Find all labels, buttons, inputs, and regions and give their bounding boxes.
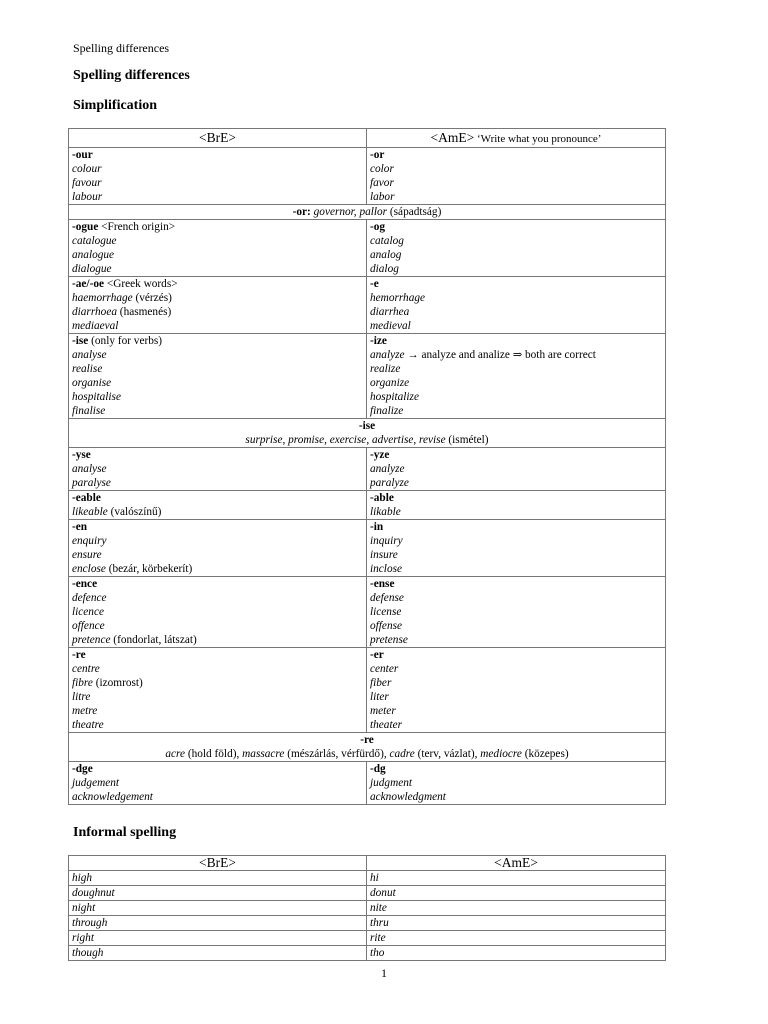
ame-cell — [367, 448, 666, 491]
ame-cell — [367, 220, 666, 277]
entry-line — [370, 376, 662, 390]
entry-line — [72, 648, 363, 662]
entry-line — [72, 262, 363, 276]
word: ensure — [72, 549, 102, 561]
header-bre — [69, 129, 367, 148]
ame-cell — [367, 886, 666, 901]
word: license — [370, 606, 402, 618]
word: governor, pallor — [313, 206, 388, 218]
header-bre-label: <BrE> — [199, 130, 236, 145]
bre-cell — [69, 148, 367, 205]
entry-line — [72, 662, 363, 676]
suffix-heading: -e — [370, 278, 379, 290]
entry-line — [370, 476, 662, 490]
entry-line — [72, 376, 363, 390]
entry-line — [72, 591, 363, 605]
word: labor — [370, 191, 395, 203]
entry-line — [72, 619, 363, 633]
word: paralyse — [72, 477, 111, 489]
simplification-table — [68, 128, 666, 805]
entry-line — [72, 776, 363, 790]
page-header: Spelling differences — [73, 41, 170, 55]
entry-line — [370, 505, 662, 519]
ame-cell — [367, 277, 666, 334]
ame-cell — [367, 491, 666, 520]
entry-line — [72, 220, 363, 234]
entry-line — [72, 476, 363, 490]
word: theatre — [72, 719, 104, 731]
word: hospitalize — [370, 391, 419, 403]
entry-line — [370, 348, 662, 362]
entry-line — [370, 718, 662, 732]
suffix-heading: -ae/-oe — [72, 278, 104, 290]
word: surprise, promise, exercise, advertise, revise — [245, 434, 446, 446]
table-row — [69, 520, 666, 577]
entry-line — [370, 319, 662, 333]
entry-line — [72, 733, 662, 747]
entry-line — [72, 190, 363, 204]
word: hemorrhage — [370, 292, 426, 304]
suffix-heading: -ize — [370, 335, 387, 347]
entry-line — [370, 577, 662, 591]
suffix-heading: -dg — [370, 763, 386, 775]
word: organize — [370, 377, 410, 389]
gloss: → analyze and analize ⇒ both are correct — [404, 349, 596, 361]
word: likeable — [72, 506, 108, 518]
ame-cell — [367, 148, 666, 205]
word: pretence — [72, 634, 111, 646]
word: inquiry — [370, 535, 403, 547]
word: tho — [370, 947, 385, 959]
header-ame — [367, 129, 666, 148]
suffix-heading: -ise — [72, 335, 89, 347]
table-row — [69, 946, 666, 961]
word: though — [72, 947, 104, 959]
word: favor — [370, 177, 394, 189]
bre-cell — [69, 901, 367, 916]
word: analyze — [370, 463, 405, 475]
word: insure — [370, 549, 398, 561]
word: mediocre — [480, 748, 522, 760]
word: likable — [370, 506, 401, 518]
table-row — [69, 931, 666, 946]
gloss: (izomrost) — [92, 677, 143, 689]
entry-line — [72, 491, 363, 505]
span-row — [69, 205, 666, 220]
suffix-heading: -ence — [72, 578, 98, 590]
word: rite — [370, 932, 386, 944]
informal-table-body — [69, 871, 666, 961]
entry-line — [370, 762, 662, 776]
gloss: (mészárlás, vérfürdő), — [284, 748, 390, 760]
entry-line — [370, 562, 662, 576]
word: catalogue — [72, 235, 117, 247]
bre-cell — [69, 886, 367, 901]
ame-cell — [367, 762, 666, 805]
entry-line — [370, 776, 662, 790]
entry-line — [72, 305, 363, 319]
entry-line — [370, 633, 662, 647]
word: inclose — [370, 563, 402, 575]
word: colour — [72, 163, 102, 175]
table-row — [69, 648, 666, 733]
span-cell — [69, 419, 666, 448]
word: center — [370, 663, 399, 675]
word: judgement — [72, 777, 120, 789]
header-ame-note: ‘Write what you pronounce’ — [474, 133, 602, 145]
bre-cell — [69, 648, 367, 733]
table-row — [69, 916, 666, 931]
word: metre — [72, 705, 98, 717]
bre-cell — [69, 946, 367, 961]
word: color — [370, 163, 394, 175]
table-row — [69, 220, 666, 277]
entry-line — [72, 162, 363, 176]
entry-line — [370, 605, 662, 619]
entry-line — [370, 362, 662, 376]
entry-line — [370, 234, 662, 248]
word: analyze — [370, 349, 405, 361]
bre-cell — [69, 762, 367, 805]
word: through — [72, 917, 108, 929]
gloss: <French origin> — [98, 221, 176, 233]
suffix-heading: -eable — [72, 492, 101, 504]
word: defense — [370, 592, 404, 604]
word: realize — [370, 363, 401, 375]
word: right — [72, 932, 94, 944]
word: offense — [370, 620, 402, 632]
span-row — [69, 733, 666, 762]
suffix-heading: -ense — [370, 578, 395, 590]
entry-line — [72, 462, 363, 476]
word: nite — [370, 902, 387, 914]
word: enclose — [72, 563, 106, 575]
entry-line — [72, 291, 363, 305]
suffix-heading: -or — [370, 149, 385, 161]
word: donut — [370, 887, 396, 899]
section-title-informal: Informal spelling — [73, 825, 177, 840]
bre-cell — [69, 334, 367, 419]
table-row — [69, 277, 666, 334]
suffix-heading: -re — [360, 734, 374, 746]
span-cell — [69, 733, 666, 762]
entry-line — [72, 562, 363, 576]
suffix-heading: -in — [370, 521, 384, 533]
document-title: Spelling differences — [73, 68, 190, 83]
entry-line — [72, 520, 363, 534]
entry-line — [72, 234, 363, 248]
word: organise — [72, 377, 112, 389]
entry-line — [370, 648, 662, 662]
header-ame-label: <AmE> — [430, 130, 475, 145]
table-row — [69, 577, 666, 648]
word: finalize — [370, 405, 404, 417]
entry-line — [370, 404, 662, 418]
entry-line — [370, 520, 662, 534]
entry-line — [72, 433, 662, 447]
word: enquiry — [72, 535, 107, 547]
bre-cell — [69, 916, 367, 931]
word: theater — [370, 719, 402, 731]
entry-line — [370, 291, 662, 305]
word: hospitalise — [72, 391, 121, 403]
gloss: (ismétel) — [445, 434, 489, 446]
word: offence — [72, 620, 105, 632]
gloss: (sápadtság) — [387, 206, 442, 218]
ame-cell — [367, 577, 666, 648]
entry-line — [370, 162, 662, 176]
entry-line — [370, 462, 662, 476]
word: licence — [72, 606, 104, 618]
word: finalise — [72, 405, 106, 417]
table-row — [69, 148, 666, 205]
entry-line — [370, 676, 662, 690]
gloss: (hasmenés) — [116, 306, 172, 318]
entry-line — [72, 362, 363, 376]
entry-line — [72, 448, 363, 462]
entry-line — [72, 277, 363, 291]
word: cadre — [389, 748, 415, 760]
word: dialogue — [72, 263, 112, 275]
entry-line — [72, 718, 363, 732]
table-row — [69, 448, 666, 491]
suffix-heading: -or: — [292, 206, 314, 218]
bre-cell — [69, 220, 367, 277]
entry-line — [72, 348, 363, 362]
entry-line — [370, 190, 662, 204]
word: analyse — [72, 463, 107, 475]
table-row — [69, 491, 666, 520]
entry-line — [72, 205, 662, 219]
gloss: (fondorlat, látszat) — [110, 634, 197, 646]
simplification-table-body — [69, 148, 666, 805]
word: dialog — [370, 263, 399, 275]
page-number: 1 — [381, 966, 387, 980]
suffix-heading: -er — [370, 649, 384, 661]
entry-line — [370, 262, 662, 276]
suffix-heading: -yze — [370, 449, 390, 461]
bre-cell — [69, 871, 367, 886]
word: realise — [72, 363, 103, 375]
bre-cell — [69, 277, 367, 334]
entry-line — [72, 577, 363, 591]
ame-cell — [367, 871, 666, 886]
entry-line — [72, 676, 363, 690]
suffix-heading: -yse — [72, 449, 91, 461]
header-ame — [367, 856, 666, 871]
table-header-row — [69, 129, 666, 148]
entry-line — [72, 390, 363, 404]
entry-line — [370, 662, 662, 676]
entry-line — [370, 448, 662, 462]
ame-cell — [367, 334, 666, 419]
entry-line — [72, 548, 363, 562]
word: judgment — [370, 777, 413, 789]
suffix-heading: -dge — [72, 763, 93, 775]
entry-line — [72, 690, 363, 704]
section-title-simplification: Simplification — [73, 98, 158, 113]
gloss: (only for verbs) — [88, 335, 163, 347]
entry-line — [72, 605, 363, 619]
table-row — [69, 334, 666, 419]
ame-cell — [367, 931, 666, 946]
word: labour — [72, 191, 103, 203]
entry-line — [370, 248, 662, 262]
word: medieval — [370, 320, 411, 332]
suffix-heading: -en — [72, 521, 88, 533]
entry-line — [72, 534, 363, 548]
table-row — [69, 871, 666, 886]
bre-cell — [69, 520, 367, 577]
gloss: (közepes) — [521, 748, 569, 760]
gloss: (valószínű) — [107, 506, 162, 518]
gloss: (hold föld), — [185, 748, 243, 760]
entry-line — [370, 390, 662, 404]
word: catalog — [370, 235, 404, 247]
entry-line — [72, 319, 363, 333]
entry-line — [72, 505, 363, 519]
entry-line — [370, 690, 662, 704]
word: diarrhea — [370, 306, 410, 318]
word: analog — [370, 249, 402, 261]
informal-spelling-table — [68, 855, 666, 961]
suffix-heading: -ogue — [72, 221, 99, 233]
suffix-heading: -og — [370, 221, 386, 233]
word: massacre — [242, 748, 285, 760]
entry-line — [370, 491, 662, 505]
ame-cell — [367, 946, 666, 961]
word: paralyze — [370, 477, 409, 489]
word: acknowledgment — [370, 791, 446, 803]
entry-line — [370, 790, 662, 804]
entry-line — [370, 704, 662, 718]
word: liter — [370, 691, 389, 703]
suffix-heading: -re — [72, 649, 86, 661]
entry-line — [72, 148, 363, 162]
word: haemorrhage — [72, 292, 133, 304]
word: pretense — [370, 634, 408, 646]
entry-line — [370, 305, 662, 319]
entry-line — [72, 334, 363, 348]
ame-cell — [367, 520, 666, 577]
suffix-heading: -able — [370, 492, 394, 504]
suffix-heading: -ise — [358, 420, 376, 432]
gloss: (vérzés) — [132, 292, 172, 304]
word: centre — [72, 663, 100, 675]
bre-cell — [69, 577, 367, 648]
word: high — [72, 872, 93, 884]
word: defence — [72, 592, 107, 604]
word: thru — [370, 917, 389, 929]
word: litre — [72, 691, 91, 703]
entry-line — [72, 790, 363, 804]
word: favour — [72, 177, 102, 189]
entry-line — [370, 334, 662, 348]
word: analogue — [72, 249, 115, 261]
word: acknowledgement — [72, 791, 153, 803]
entry-line — [370, 591, 662, 605]
entry-line — [370, 619, 662, 633]
entry-line — [72, 747, 662, 761]
ame-cell — [367, 916, 666, 931]
entry-line — [370, 548, 662, 562]
span-cell — [69, 205, 666, 220]
ame-cell — [367, 648, 666, 733]
entry-line — [370, 176, 662, 190]
entry-line — [72, 176, 363, 190]
table-row — [69, 901, 666, 916]
suffix-heading: -our — [72, 149, 93, 161]
header-bre — [69, 856, 367, 871]
bre-cell — [69, 448, 367, 491]
entry-line — [72, 762, 363, 776]
word: hi — [370, 872, 379, 884]
span-row — [69, 419, 666, 448]
entry-line — [370, 220, 662, 234]
bre-cell — [69, 931, 367, 946]
gloss: (terv, vázlat), — [414, 748, 481, 760]
word: night — [72, 902, 96, 914]
entry-line — [72, 248, 363, 262]
entry-line — [72, 404, 363, 418]
ame-cell — [367, 901, 666, 916]
entry-line — [72, 633, 363, 647]
entry-line — [370, 277, 662, 291]
word: analyse — [72, 349, 107, 361]
word: fibre — [72, 677, 93, 689]
entry-line — [370, 534, 662, 548]
entry-line — [370, 148, 662, 162]
word: acre — [165, 748, 186, 760]
bre-cell — [69, 491, 367, 520]
table-row — [69, 886, 666, 901]
word: mediaeval — [72, 320, 119, 332]
word: diarrhoea — [72, 306, 117, 318]
gloss: <Greek words> — [104, 278, 178, 290]
header-ame-label: <AmE> — [494, 855, 538, 870]
table-header-row — [69, 856, 666, 871]
entry-line — [72, 704, 363, 718]
word: doughnut — [72, 887, 115, 899]
header-bre-label: <BrE> — [199, 855, 236, 870]
entry-line — [72, 419, 662, 433]
table-row — [69, 762, 666, 805]
gloss: (bezár, körbekerít) — [105, 563, 193, 575]
word: meter — [370, 705, 396, 717]
word: fiber — [370, 677, 392, 689]
